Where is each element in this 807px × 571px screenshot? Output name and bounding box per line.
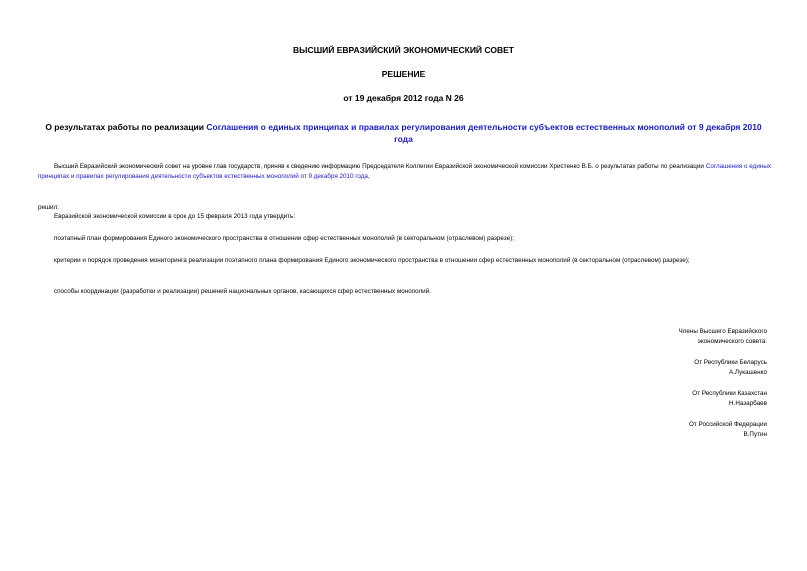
signature-country: От Российской Федерации (688, 421, 767, 428)
signature-russia (689, 420, 767, 439)
signature-name: В.Путин (743, 430, 767, 438)
signature-kazakhstan (692, 389, 767, 408)
title-prefix: О результатах работы по реализации (45, 122, 207, 132)
decided-label: решил: (38, 204, 59, 211)
document-type: РЕШЕНИЕ (381, 69, 426, 79)
signature-country: От Республики Беларусь (694, 359, 767, 366)
signatures-heading-line2: экономического совета: (697, 337, 767, 345)
signature-belarus (694, 358, 767, 377)
intro-text: Высший Евразийский экономический совет на уровне глав государств, приняв к сведению информацию Председателя Коллегии Евразийской экономической комиссии Христенко В.Б. о результатах работы по реализации (54, 163, 706, 170)
signatures-heading (678, 327, 767, 346)
title-agreement-link[interactable]: Соглашения о единых принципах и правилах регулирования деятельности субъектов естественных монополий от 9 декабря 2010 года (206, 122, 762, 144)
signature-country: От Республики Казахстан (692, 390, 767, 397)
document-date-number: от 19 декабря 2012 года N 26 (343, 93, 464, 103)
intro-suffix: , (367, 172, 370, 180)
document-title (36, 121, 771, 145)
council-heading: ВЫСШИЙ ЕВРАЗИЙСКИЙ ЭКОНОМИЧЕСКИЙ СОВЕТ (293, 45, 514, 55)
intro-paragraph (38, 162, 771, 181)
decision-item-1: Евразийской экономической комиссии в срок до 15 февраля 2013 года утвердить: (54, 213, 296, 220)
signature-name: Н.Назарбаев (729, 399, 767, 407)
signatures-heading-line1: Члены Высшего Евразийского (678, 328, 767, 335)
decision-item-3: критерии и порядок проведения мониторинга реализации поэтапного плана формирования Единого экономического пространства в отношении сфер естественных монополий (в секторальном (отраслевом) разрезе); (54, 257, 690, 264)
decision-item-2: поэтапный план формирования Единого экономического пространства в отношении сфер естественных монополий (в секторальном (отраслевом) разрезе); (54, 235, 514, 242)
signature-name: А.Лукашенко (728, 368, 767, 376)
intro-agreement-link[interactable]: Соглашения о единых принципах и правилах регулирования деятельности субъектов естественных монополий от 9 декабря 2010 года (38, 163, 771, 180)
decision-item-4: способы координации (разработки и реализации) решений национальных органов, касающихся сфер естественных монополий. (54, 288, 431, 295)
